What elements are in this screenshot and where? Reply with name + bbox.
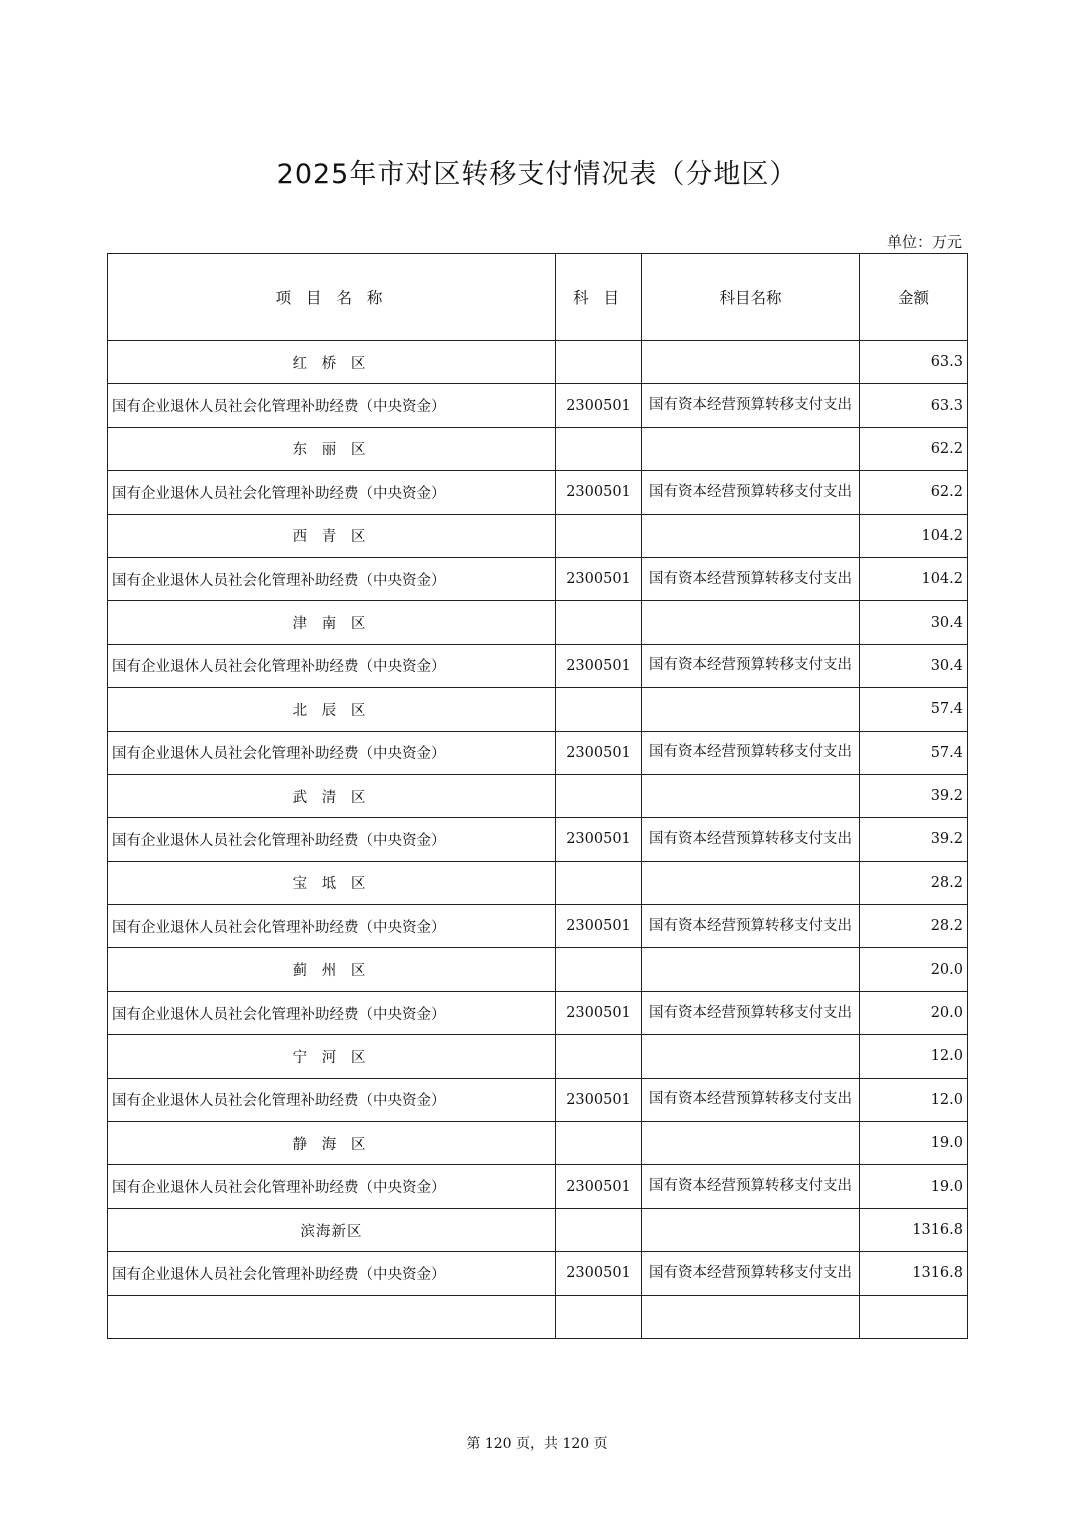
region-name: 静 海 区 xyxy=(108,1122,556,1165)
item-amount: 30.4 xyxy=(860,644,968,687)
region-subject-cell xyxy=(642,1208,860,1251)
header-amount: 金额 xyxy=(860,254,968,341)
region-row xyxy=(108,341,968,384)
subject-code: 2300501 xyxy=(556,991,642,1034)
subject-name: 国有资本经营预算转移支付支出 xyxy=(642,905,860,948)
item-row xyxy=(108,644,968,687)
region-row xyxy=(108,774,968,817)
region-amount: 20.0 xyxy=(860,948,968,991)
region-amount: 28.2 xyxy=(860,861,968,904)
item-row xyxy=(108,1078,968,1121)
region-row xyxy=(108,427,968,470)
region-code-cell xyxy=(556,1035,642,1078)
item-amount: 57.4 xyxy=(860,731,968,774)
item-amount: 63.3 xyxy=(860,384,968,427)
blank-cell xyxy=(860,1295,968,1338)
subject-name: 国有资本经营预算转移支付支出 xyxy=(642,471,860,514)
region-subject-cell xyxy=(642,948,860,991)
subject-name: 国有资本经营预算转移支付支出 xyxy=(642,991,860,1034)
region-row xyxy=(108,601,968,644)
blank-cell xyxy=(556,1295,642,1338)
region-name: 蓟 州 区 xyxy=(108,948,556,991)
region-code-cell xyxy=(556,1208,642,1251)
item-amount: 20.0 xyxy=(860,991,968,1034)
subject-code: 2300501 xyxy=(556,1165,642,1208)
region-name: 滨海新区 xyxy=(108,1208,556,1251)
region-code-cell xyxy=(556,774,642,817)
subject-code: 2300501 xyxy=(556,818,642,861)
item-row xyxy=(108,1252,968,1295)
item-row xyxy=(108,905,968,948)
region-subject-cell xyxy=(642,1122,860,1165)
item-amount: 104.2 xyxy=(860,557,968,600)
item-name: 国有企业退休人员社会化管理补助经费（中央资金） xyxy=(108,1078,556,1121)
item-amount: 39.2 xyxy=(860,818,968,861)
item-amount: 1316.8 xyxy=(860,1252,968,1295)
item-row xyxy=(108,991,968,1034)
region-subject-cell xyxy=(642,861,860,904)
header-subject-name: 科目名称 xyxy=(642,254,860,341)
item-name: 国有企业退休人员社会化管理补助经费（中央资金） xyxy=(108,384,556,427)
region-row xyxy=(108,1208,968,1251)
subject-name: 国有资本经营预算转移支付支出 xyxy=(642,384,860,427)
region-amount: 39.2 xyxy=(860,774,968,817)
item-name: 国有企业退休人员社会化管理补助经费（中央资金） xyxy=(108,905,556,948)
subject-code: 2300501 xyxy=(556,905,642,948)
blank-cell xyxy=(108,1295,556,1338)
region-name: 红 桥 区 xyxy=(108,341,556,384)
subject-name: 国有资本经营预算转移支付支出 xyxy=(642,818,860,861)
region-row xyxy=(108,514,968,557)
region-code-cell xyxy=(556,427,642,470)
region-row xyxy=(108,1122,968,1165)
item-name: 国有企业退休人员社会化管理补助经费（中央资金） xyxy=(108,644,556,687)
subject-name: 国有资本经营预算转移支付支出 xyxy=(642,731,860,774)
subject-name: 国有资本经营预算转移支付支出 xyxy=(642,1165,860,1208)
item-row xyxy=(108,471,968,514)
region-row xyxy=(108,1035,968,1078)
table-header-row xyxy=(108,254,968,341)
blank-row xyxy=(108,1295,968,1338)
region-amount: 30.4 xyxy=(860,601,968,644)
item-name: 国有企业退休人员社会化管理补助经费（中央资金） xyxy=(108,471,556,514)
region-code-cell xyxy=(556,688,642,731)
region-amount: 19.0 xyxy=(860,1122,968,1165)
item-amount: 62.2 xyxy=(860,471,968,514)
item-name: 国有企业退休人员社会化管理补助经费（中央资金） xyxy=(108,557,556,600)
region-amount: 62.2 xyxy=(860,427,968,470)
item-row xyxy=(108,731,968,774)
item-row xyxy=(108,384,968,427)
region-name: 东 丽 区 xyxy=(108,427,556,470)
item-name: 国有企业退休人员社会化管理补助经费（中央资金） xyxy=(108,1165,556,1208)
item-amount: 12.0 xyxy=(860,1078,968,1121)
subject-name: 国有资本经营预算转移支付支出 xyxy=(642,1252,860,1295)
region-code-cell xyxy=(556,514,642,557)
region-code-cell xyxy=(556,948,642,991)
region-row xyxy=(108,948,968,991)
region-amount: 63.3 xyxy=(860,341,968,384)
region-name: 西 青 区 xyxy=(108,514,556,557)
region-name: 武 清 区 xyxy=(108,774,556,817)
subject-code: 2300501 xyxy=(556,731,642,774)
region-amount: 104.2 xyxy=(860,514,968,557)
region-subject-cell xyxy=(642,514,860,557)
region-code-cell xyxy=(556,601,642,644)
region-name: 津 南 区 xyxy=(108,601,556,644)
region-code-cell xyxy=(556,861,642,904)
subject-code: 2300501 xyxy=(556,644,642,687)
region-code-cell xyxy=(556,1122,642,1165)
subject-code: 2300501 xyxy=(556,1078,642,1121)
region-row xyxy=(108,688,968,731)
item-name: 国有企业退休人员社会化管理补助经费（中央资金） xyxy=(108,991,556,1034)
unit-label: 单位：万元 xyxy=(886,233,962,251)
region-name: 宁 河 区 xyxy=(108,1035,556,1078)
page-number-footer: 第 120 页，共 120 页 xyxy=(466,1436,608,1452)
subject-name: 国有资本经营预算转移支付支出 xyxy=(642,644,860,687)
region-row xyxy=(108,861,968,904)
region-subject-cell xyxy=(642,1035,860,1078)
region-name: 宝 坻 区 xyxy=(108,861,556,904)
item-amount: 28.2 xyxy=(860,905,968,948)
region-amount: 1316.8 xyxy=(860,1208,968,1251)
region-amount: 57.4 xyxy=(860,688,968,731)
header-item-name: 项 目 名 称 xyxy=(108,254,556,341)
region-code-cell xyxy=(556,341,642,384)
table-body xyxy=(108,341,968,1339)
item-name: 国有企业退休人员社会化管理补助经费（中央资金） xyxy=(108,1252,556,1295)
item-row xyxy=(108,818,968,861)
item-name: 国有企业退休人员社会化管理补助经费（中央资金） xyxy=(108,818,556,861)
page-title: 2025年市对区转移支付情况表（分地区） xyxy=(276,159,798,190)
subject-name: 国有资本经营预算转移支付支出 xyxy=(642,1078,860,1121)
region-subject-cell xyxy=(642,688,860,731)
item-name: 国有企业退休人员社会化管理补助经费（中央资金） xyxy=(108,731,556,774)
subject-code: 2300501 xyxy=(556,1252,642,1295)
blank-cell xyxy=(642,1295,860,1338)
subject-code: 2300501 xyxy=(556,557,642,600)
transfer-payment-table xyxy=(107,253,968,1339)
region-subject-cell xyxy=(642,601,860,644)
region-subject-cell xyxy=(642,341,860,384)
item-amount: 19.0 xyxy=(860,1165,968,1208)
subject-code: 2300501 xyxy=(556,384,642,427)
subject-name: 国有资本经营预算转移支付支出 xyxy=(642,557,860,600)
region-subject-cell xyxy=(642,427,860,470)
region-subject-cell xyxy=(642,774,860,817)
region-name: 北 辰 区 xyxy=(108,688,556,731)
item-row xyxy=(108,1165,968,1208)
region-amount: 12.0 xyxy=(860,1035,968,1078)
header-subject-code: 科 目 xyxy=(556,254,642,341)
subject-code: 2300501 xyxy=(556,471,642,514)
item-row xyxy=(108,557,968,600)
